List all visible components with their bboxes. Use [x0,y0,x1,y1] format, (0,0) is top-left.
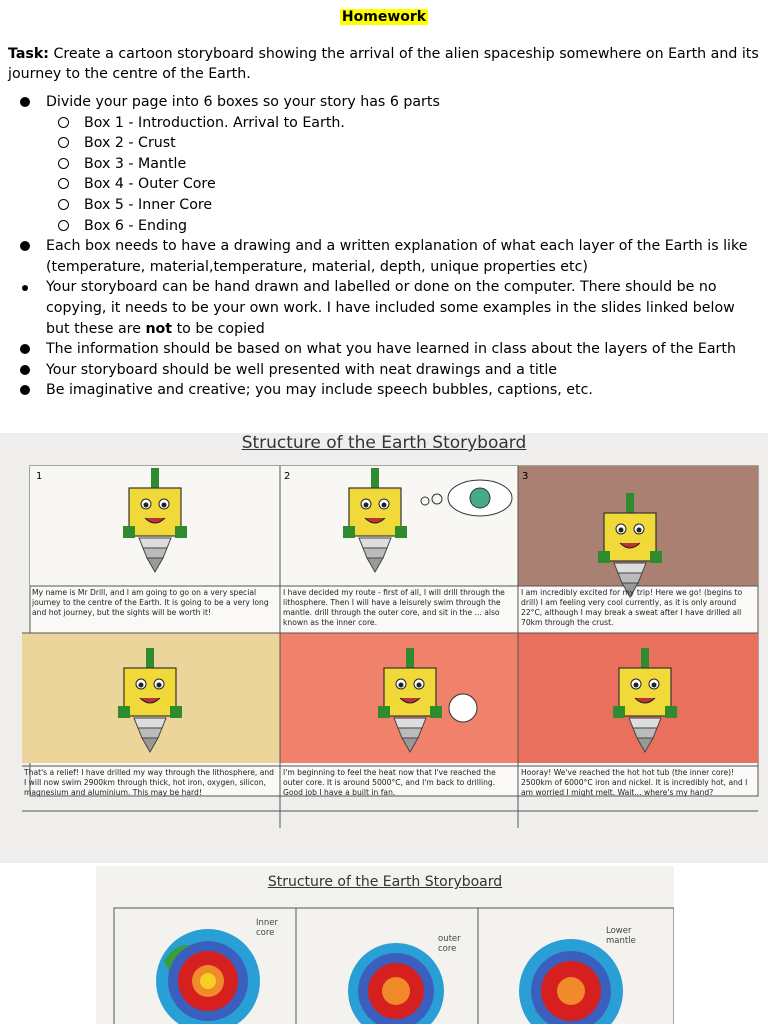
bullet-icon [20,385,30,395]
bullet-icon [20,365,30,375]
bullet-icon [20,344,30,354]
earth-layers-drawing [96,866,674,1024]
list-item [46,216,760,237]
circle-bullet-icon [58,158,69,169]
list-item [46,195,760,216]
instruction-list [0,92,760,401]
bullet-text-post: to be copied [172,320,265,337]
page-title: Homework [341,9,427,25]
bullet-text: Your storyboard should be well presented with neat drawings and a title [46,361,558,378]
list-item [0,360,760,381]
list-item [0,236,760,277]
panel-number: 2 [284,471,291,482]
bullet-icon [20,97,30,107]
box-label: Box 2 - Crust [84,135,176,152]
circle-bullet-icon [58,199,69,210]
list-item [46,133,760,154]
panel-number: 1 [36,471,43,482]
list-item [0,277,760,339]
heading-wrap [0,6,768,25]
circle-bullet-icon [58,178,69,189]
caption: I am incredibly excited for my trip! Here we go! (begins to drill) I am feeling very cool currently, as it is only around 22°C, although I may break a sweat after I have drilled all 70km through the crust. [521,588,743,627]
task-text: Create a cartoon storyboard showing the arrival of the alien spaceship somewhere on Earth and its journey to the centre of the Earth. [8,46,759,82]
task-paragraph [8,44,760,84]
caption: I'm beginning to feel the heat now that I've reached the outer core. It is around 5000°C, and I'm back to drilling. Good job I have a built in fan. [283,768,496,797]
caption: My name is Mr Drill, and I am going to go on a very special journey to the centre of the Earth. It is going to be a very long and hot journey, but the sights will be worth it! [32,588,269,617]
box-list [46,113,760,237]
box-label: Box 6 - Ending [84,217,187,234]
list-item [0,339,760,360]
caption: That's a relief! I have drilled my way through the lithosphere, and I will now swim 2900km through thick, hot iron, oxygen, silicon, magnesium and aluminium. This may be hard! [24,768,274,797]
circle-bullet-icon [58,117,69,128]
bullet-text-bold: not [145,320,173,337]
layer-label: outer core [438,934,461,954]
circle-bullet-icon [58,137,69,148]
storyboard-photo-2 [96,866,674,1024]
list-item [0,380,760,401]
bullet-text: Divide your page into 6 boxes so your story has 6 parts [46,94,440,110]
storyboard-title: Structure of the Earth Storyboard [267,874,503,890]
bullet-icon [22,285,28,291]
list-item [46,174,760,195]
bullet-icon [20,241,30,251]
bullet-text: The information should be based on what you have learned in class about the layers of the Earth [46,341,736,358]
list-item [0,92,760,236]
list-item [46,113,760,134]
storyboard-photo-1 [0,433,768,863]
list-item [46,154,760,175]
box-label: Box 4 - Outer Core [84,176,216,193]
layer-label: Lower mantle [606,926,636,946]
circle-bullet-icon [58,220,69,231]
layer-label: Inner core [256,918,279,938]
storyboard-title: Structure of the Earth Storyboard [241,433,527,453]
caption: I have decided my route - first of all, I will drill through the lithosphere. Then I will have a leisurely swim through the mantle. drill through the outer core, and sit in the ... also known as the inner core. [283,588,505,627]
box-label: Box 5 - Inner Core [84,196,213,213]
bullet-text: Be imaginative and creative; you may include speech bubbles, captions, etc. [46,382,593,399]
box-label: Box 3 - Mantle [84,155,187,172]
bullet-text-pre: Your storyboard can be hand drawn and labelled or done on the computer. There should be no copying, it needs to be your own work. I have included some examples in the slides linked below but these are [46,279,735,337]
panel-number: 3 [522,471,529,482]
bullet-text: Each box needs to have a drawing and a written explanation of what each layer of the Earth is like (temperature, material,temperature, material, depth, unique properties etc) [46,238,748,275]
task-label: Task: [8,46,49,62]
box-label: Box 1 - Introduction. Arrival to Earth. [84,114,345,131]
caption: Hooray! We've reached the hot hot tub (the inner core)! 2500km of 6000°C iron and nickel. It is incredibly hot, and I am worried I might melt. Wait... where's my hand? [521,768,748,797]
